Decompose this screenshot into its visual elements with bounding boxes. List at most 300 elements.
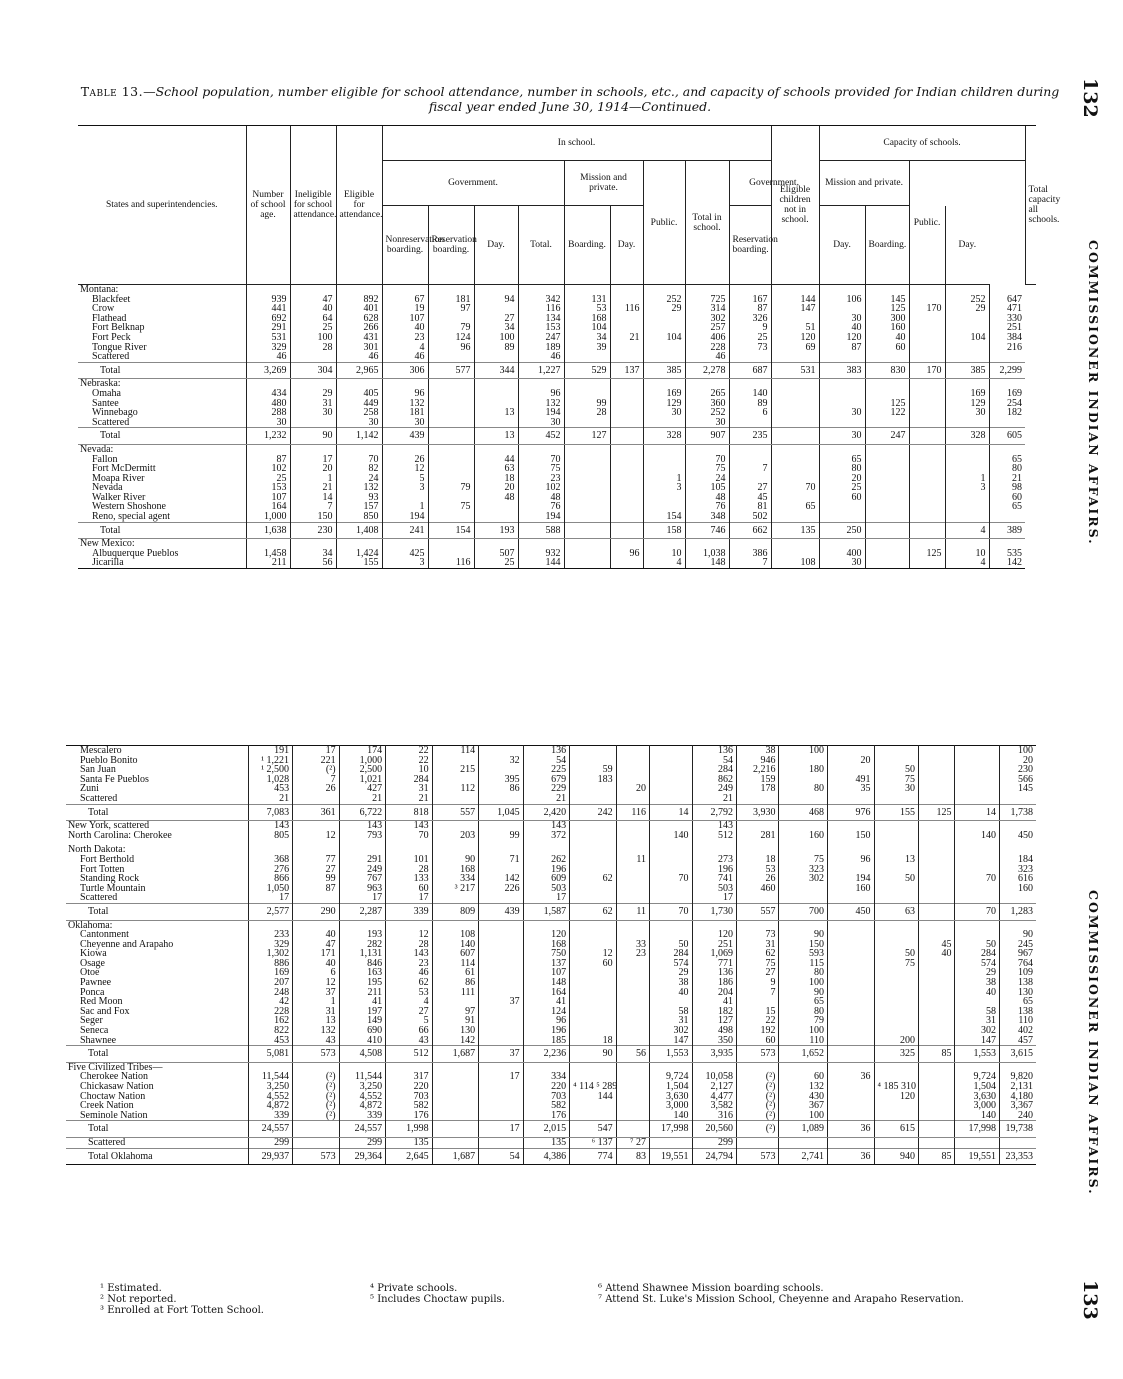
cell bbox=[945, 512, 989, 522]
cell bbox=[650, 794, 692, 804]
cell: 61 bbox=[432, 968, 479, 978]
cell: 149 bbox=[339, 1016, 386, 1026]
cell: 21 bbox=[610, 333, 643, 343]
cell: 137 bbox=[610, 362, 643, 379]
cell bbox=[874, 831, 919, 841]
cell bbox=[616, 988, 649, 998]
cell: 251 bbox=[692, 940, 737, 950]
cell bbox=[428, 455, 474, 465]
cell bbox=[828, 930, 875, 940]
cell: 582 bbox=[523, 1101, 570, 1111]
cell: 75 bbox=[874, 959, 919, 969]
cell bbox=[865, 483, 909, 493]
cell: 940 bbox=[874, 1148, 919, 1165]
row-label: Pawnee bbox=[80, 977, 112, 989]
cell: 491 bbox=[828, 775, 875, 785]
cell bbox=[865, 549, 909, 559]
cell: 132 bbox=[518, 399, 564, 409]
cell bbox=[428, 389, 474, 399]
footnote: ⁵ Includes Choctaw pupils. bbox=[370, 1294, 505, 1305]
cell bbox=[479, 1026, 524, 1036]
cell: 20 bbox=[474, 483, 518, 493]
cell: 143 bbox=[386, 949, 433, 959]
row-label: Seneca bbox=[80, 1025, 109, 1037]
cell bbox=[616, 1007, 649, 1017]
cell: 2,131 bbox=[999, 1082, 1036, 1092]
cell: 288 bbox=[246, 408, 290, 418]
cell: 1,687 bbox=[432, 1046, 479, 1063]
cell: 99 bbox=[479, 831, 524, 841]
cell: 7 bbox=[729, 558, 771, 568]
header-cap-mission-private: Mission and private. bbox=[819, 161, 909, 206]
cell: 17 bbox=[248, 893, 293, 903]
cell: 1,232 bbox=[246, 428, 290, 445]
cell: 33 bbox=[616, 940, 649, 950]
cell: 946 bbox=[737, 756, 779, 766]
cell: 588 bbox=[518, 522, 564, 539]
cell: 125 bbox=[865, 304, 909, 314]
cell: 1,069 bbox=[692, 949, 737, 959]
cell: 14 bbox=[955, 804, 1000, 821]
cell: 4 bbox=[945, 558, 989, 568]
cell bbox=[564, 549, 610, 559]
cell: 25 bbox=[474, 558, 518, 568]
cell bbox=[874, 821, 919, 831]
cell: 180 bbox=[779, 765, 828, 775]
cell bbox=[919, 855, 955, 865]
cell bbox=[610, 418, 643, 428]
cell: 46 bbox=[386, 968, 433, 978]
header-capacity-total: Total capacity all schools. bbox=[1025, 126, 1036, 285]
row-label: Fort Peck bbox=[92, 331, 131, 343]
cell bbox=[428, 444, 474, 454]
cell bbox=[474, 352, 518, 362]
cell bbox=[771, 455, 819, 465]
cell bbox=[955, 855, 1000, 865]
cell: 34 bbox=[474, 323, 518, 333]
cell bbox=[865, 455, 909, 465]
table-row bbox=[66, 1111, 1036, 1121]
header-gov-total: Total. bbox=[518, 206, 564, 285]
cell bbox=[919, 784, 955, 794]
cell: 1,638 bbox=[246, 522, 290, 539]
cell bbox=[919, 1101, 955, 1111]
cell bbox=[610, 502, 643, 512]
row-label: Zuni bbox=[80, 783, 99, 795]
cell: 1,045 bbox=[479, 804, 524, 821]
cell: 105 bbox=[685, 483, 729, 493]
cell bbox=[570, 821, 617, 831]
cell bbox=[771, 512, 819, 522]
cell: 17 bbox=[479, 1121, 524, 1138]
cell: 233 bbox=[248, 930, 293, 940]
cell bbox=[955, 845, 1000, 855]
row-label: Moapa River bbox=[92, 472, 145, 484]
cell: 1,652 bbox=[779, 1046, 828, 1063]
cell: 323 bbox=[779, 865, 828, 875]
cell: 140 bbox=[432, 940, 479, 950]
cell: 80 bbox=[819, 464, 865, 474]
cell: 431 bbox=[336, 333, 382, 343]
cell: 174 bbox=[339, 746, 386, 756]
cell: 503 bbox=[692, 884, 737, 894]
cell: 616 bbox=[999, 874, 1036, 884]
cell: 5,081 bbox=[248, 1046, 293, 1063]
cell: 531 bbox=[771, 362, 819, 379]
cell: 249 bbox=[339, 865, 386, 875]
cell: 96 bbox=[428, 343, 474, 353]
cell bbox=[616, 821, 649, 831]
cell: 43 bbox=[293, 1036, 340, 1046]
cell: 3 bbox=[945, 483, 989, 493]
cell bbox=[874, 1137, 919, 1148]
cell bbox=[874, 978, 919, 988]
cell: 186 bbox=[692, 978, 737, 988]
cell: 350 bbox=[692, 1036, 737, 1046]
header-mission-private: Mission and private. bbox=[564, 161, 643, 206]
cell: 967 bbox=[999, 949, 1036, 959]
cell bbox=[570, 855, 617, 865]
cell: 76 bbox=[518, 502, 564, 512]
cell: 83 bbox=[616, 1148, 649, 1165]
cell: 18 bbox=[474, 474, 518, 484]
cell bbox=[909, 314, 945, 324]
row-label: Jicarilla bbox=[78, 558, 246, 568]
cell: 164 bbox=[523, 988, 570, 998]
cell: 361 bbox=[293, 804, 340, 821]
cell: 30 bbox=[246, 418, 290, 428]
cell: 628 bbox=[336, 314, 382, 324]
cell: 50 bbox=[955, 940, 1000, 950]
cell: 27 bbox=[729, 483, 771, 493]
cell bbox=[610, 399, 643, 409]
cell bbox=[919, 756, 955, 766]
table-row bbox=[66, 1036, 1036, 1046]
row-label: Otoe bbox=[80, 967, 100, 979]
cell bbox=[616, 1101, 649, 1111]
cell bbox=[518, 444, 564, 454]
cell: 4,872 bbox=[339, 1101, 386, 1111]
row-label: Walker River bbox=[92, 491, 146, 503]
cell: 241 bbox=[382, 522, 428, 539]
cell: 330 bbox=[989, 314, 1025, 324]
cell: 22 bbox=[737, 1016, 779, 1026]
cell: 75 bbox=[518, 464, 564, 474]
cell: 809 bbox=[432, 903, 479, 920]
cell: 406 bbox=[685, 333, 729, 343]
row-label: Albuquerque Pueblos bbox=[92, 547, 179, 559]
cell: 20 bbox=[828, 756, 875, 766]
total-row bbox=[66, 1046, 1036, 1063]
cell bbox=[643, 444, 685, 454]
cell: 104 bbox=[945, 333, 989, 343]
cell bbox=[771, 408, 819, 418]
cell: 162 bbox=[248, 1016, 293, 1026]
cell: 4,552 bbox=[248, 1092, 293, 1102]
cell: 77 bbox=[293, 855, 340, 865]
cell: 54 bbox=[523, 756, 570, 766]
cell bbox=[909, 343, 945, 353]
cell: 1,302 bbox=[248, 949, 293, 959]
cell: 976 bbox=[828, 804, 875, 821]
cell: 50 bbox=[874, 874, 919, 884]
cell bbox=[945, 455, 989, 465]
cell: 150 bbox=[779, 940, 828, 950]
header-capacity: Capacity of schools. bbox=[819, 126, 1025, 161]
table-caption: —School population, number eligible for school attendance, number in schools, etc., and capacity of schools provided for Indian children during fiscal year ended June 30, 1914—Continued. bbox=[143, 84, 1060, 114]
cell: 342 bbox=[518, 295, 564, 305]
cell: 140 bbox=[650, 1111, 692, 1121]
cell: 17 bbox=[479, 1072, 524, 1082]
cell: 157 bbox=[336, 502, 382, 512]
cell bbox=[919, 794, 955, 804]
cell: 143 bbox=[248, 821, 293, 831]
cell bbox=[865, 558, 909, 568]
cell: 29,937 bbox=[248, 1148, 293, 1165]
cell: 90 bbox=[570, 1046, 617, 1063]
cell: 145 bbox=[999, 784, 1036, 794]
cell: 60 bbox=[570, 959, 617, 969]
cell: 114 bbox=[432, 746, 479, 756]
cell: 155 bbox=[874, 804, 919, 821]
cell bbox=[771, 352, 819, 362]
cell: 63 bbox=[874, 903, 919, 920]
cell bbox=[479, 920, 524, 930]
cell: 30 bbox=[819, 428, 865, 445]
cell: 480 bbox=[246, 399, 290, 409]
total-row bbox=[78, 362, 1036, 379]
cell: 573 bbox=[293, 1046, 340, 1063]
cell: 169 bbox=[643, 389, 685, 399]
cell: 42 bbox=[248, 997, 293, 1007]
cell: 427 bbox=[339, 784, 386, 794]
cell bbox=[290, 352, 336, 362]
cell bbox=[828, 1137, 875, 1148]
row-label: Seger bbox=[80, 1015, 103, 1027]
cell bbox=[865, 539, 909, 549]
cell: 37 bbox=[479, 997, 524, 1007]
cell: 290 bbox=[293, 903, 340, 920]
cell: 1,504 bbox=[955, 1082, 1000, 1092]
cell: 29 bbox=[290, 389, 336, 399]
cell: 284 bbox=[692, 765, 737, 775]
cell bbox=[919, 997, 955, 1007]
cell: 66 bbox=[386, 1026, 433, 1036]
cell bbox=[610, 455, 643, 465]
header-cap-mp-boarding: Boarding. bbox=[865, 206, 909, 285]
cell bbox=[616, 1062, 649, 1072]
cell: 3,582 bbox=[692, 1101, 737, 1111]
cell: 132 bbox=[336, 483, 382, 493]
cell: 395 bbox=[479, 775, 524, 785]
cell: 124 bbox=[523, 1007, 570, 1017]
cell: 3 bbox=[382, 483, 428, 493]
cell bbox=[874, 997, 919, 1007]
cell: 19,738 bbox=[999, 1121, 1036, 1138]
cell: 430 bbox=[779, 1092, 828, 1102]
cell bbox=[919, 821, 955, 831]
cell bbox=[909, 444, 945, 454]
cell: 453 bbox=[248, 1036, 293, 1046]
cell: 221 bbox=[293, 756, 340, 766]
cell: 163 bbox=[339, 968, 386, 978]
cell bbox=[610, 379, 643, 389]
cell: 339 bbox=[339, 1111, 386, 1121]
cell bbox=[564, 418, 610, 428]
cell: 75 bbox=[874, 775, 919, 785]
cell: 21 bbox=[692, 794, 737, 804]
cell: 703 bbox=[523, 1092, 570, 1102]
cell: 50 bbox=[650, 940, 692, 950]
cell: 87 bbox=[819, 343, 865, 353]
row-label: Total bbox=[78, 428, 246, 445]
cell: 29,364 bbox=[339, 1148, 386, 1165]
cell: 30 bbox=[518, 418, 564, 428]
cell: 299 bbox=[248, 1137, 293, 1148]
cell: 27 bbox=[737, 968, 779, 978]
cell: 127 bbox=[692, 1016, 737, 1026]
cell: 767 bbox=[339, 874, 386, 884]
cell: 577 bbox=[428, 362, 474, 379]
cell: 6 bbox=[729, 408, 771, 418]
table-row bbox=[66, 1007, 1036, 1017]
row-label: Total bbox=[66, 903, 248, 920]
header-stub: States and superintendencies. bbox=[78, 126, 246, 285]
cell: 401 bbox=[336, 304, 382, 314]
cell bbox=[610, 314, 643, 324]
cell: 90 bbox=[779, 930, 828, 940]
cell: 1,504 bbox=[650, 1082, 692, 1092]
cell: 11 bbox=[616, 903, 649, 920]
cell: 96 bbox=[518, 389, 564, 399]
cell: 9,820 bbox=[999, 1072, 1036, 1082]
cell: 247 bbox=[518, 333, 564, 343]
cell: 91 bbox=[432, 1016, 479, 1026]
cell: 907 bbox=[685, 428, 729, 445]
cell: 3,630 bbox=[650, 1092, 692, 1102]
cell bbox=[570, 845, 617, 855]
cell bbox=[474, 444, 518, 454]
cell: 385 bbox=[945, 362, 989, 379]
cell bbox=[432, 1072, 479, 1082]
row-label: North Dakota: bbox=[68, 844, 126, 856]
cell: 120 bbox=[819, 333, 865, 343]
cell: 302 bbox=[650, 1026, 692, 1036]
cell: 75 bbox=[685, 464, 729, 474]
cell bbox=[874, 794, 919, 804]
cell bbox=[771, 539, 819, 549]
cell bbox=[564, 474, 610, 484]
cell: 140 bbox=[955, 831, 1000, 841]
cell: 129 bbox=[643, 399, 685, 409]
cell: 51 bbox=[771, 323, 819, 333]
cell: 291 bbox=[339, 855, 386, 865]
cell bbox=[610, 408, 643, 418]
cell: 13 bbox=[474, 408, 518, 418]
cell: 1,283 bbox=[999, 903, 1036, 920]
cell: 20,560 bbox=[692, 1121, 737, 1138]
row-label: Cherokee Nation bbox=[80, 1071, 149, 1083]
cell bbox=[865, 512, 909, 522]
cell: 104 bbox=[643, 333, 685, 343]
cell: 265 bbox=[685, 389, 729, 399]
cell: 2,299 bbox=[989, 362, 1025, 379]
cell: 1 bbox=[293, 997, 340, 1007]
cell: 4 bbox=[643, 558, 685, 568]
cell: 1 bbox=[382, 502, 428, 512]
cell bbox=[919, 884, 955, 894]
cell: 535 bbox=[989, 549, 1025, 559]
cell: 140 bbox=[650, 831, 692, 841]
cell: 136 bbox=[523, 746, 570, 756]
cell: 41 bbox=[339, 997, 386, 1007]
cell: 10 bbox=[643, 549, 685, 559]
cell bbox=[828, 959, 875, 969]
row-label: Seminole Nation bbox=[80, 1109, 148, 1121]
table-row bbox=[66, 988, 1036, 998]
cell bbox=[685, 444, 729, 454]
cell: 593 bbox=[779, 949, 828, 959]
cell bbox=[909, 333, 945, 343]
row-label: Fallon bbox=[92, 453, 118, 465]
row-label: New Mexico: bbox=[80, 538, 135, 550]
footnote: ⁴ Private schools. bbox=[370, 1283, 458, 1294]
cell: 96 bbox=[382, 389, 428, 399]
cell: 160 bbox=[828, 884, 875, 894]
cell bbox=[919, 775, 955, 785]
cell: (²) bbox=[293, 1082, 340, 1092]
cell bbox=[428, 428, 474, 445]
cell: 1 bbox=[290, 474, 336, 484]
cell: 17 bbox=[386, 893, 433, 903]
cell bbox=[828, 1026, 875, 1036]
cell bbox=[779, 893, 828, 903]
cell: 107 bbox=[382, 314, 428, 324]
cell: 21 bbox=[386, 794, 433, 804]
cell: 529 bbox=[564, 362, 610, 379]
cell: 36 bbox=[828, 1072, 875, 1082]
cell: 25 bbox=[819, 483, 865, 493]
cell: 805 bbox=[248, 831, 293, 841]
cell: 741 bbox=[692, 874, 737, 884]
cell bbox=[650, 756, 692, 766]
cell: 566 bbox=[999, 775, 1036, 785]
cell: 19,551 bbox=[650, 1148, 692, 1165]
cell: 850 bbox=[336, 512, 382, 522]
cell bbox=[819, 444, 865, 454]
cell: 191 bbox=[248, 746, 293, 756]
cell bbox=[955, 756, 1000, 766]
cell: 385 bbox=[643, 362, 685, 379]
cell: 93 bbox=[336, 493, 382, 503]
footnotes-column-1 bbox=[100, 1283, 264, 1316]
cell: 143 bbox=[386, 821, 433, 831]
cell: 4 bbox=[945, 522, 989, 539]
cell: 30 bbox=[336, 418, 382, 428]
cell: 573 bbox=[293, 1148, 340, 1165]
cell: 185 bbox=[523, 1036, 570, 1046]
cell bbox=[616, 1016, 649, 1026]
cell: 228 bbox=[685, 343, 729, 353]
cell: 17,998 bbox=[650, 1121, 692, 1138]
row-label: Blackfeet bbox=[92, 293, 131, 305]
row-label: Total Oklahoma bbox=[66, 1148, 248, 1165]
cell bbox=[616, 893, 649, 903]
cell: 7 bbox=[290, 502, 336, 512]
cell: 15 bbox=[737, 1007, 779, 1017]
cell bbox=[919, 765, 955, 775]
cell: 441 bbox=[246, 304, 290, 314]
